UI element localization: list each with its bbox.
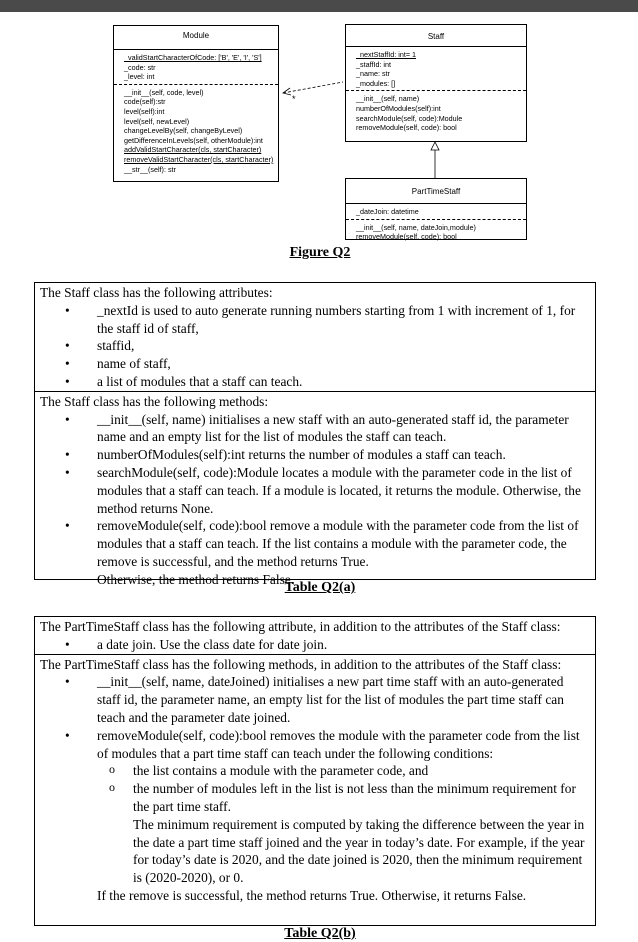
uml-method: addValidStartCharacter(cls, startCharacter)	[124, 145, 262, 155]
attributes-intro: The Staff class has the following attributes:	[40, 285, 273, 300]
attribute-list	[40, 302, 590, 391]
list-item: • staffid,	[40, 337, 590, 355]
uml-connectors	[0, 0, 638, 260]
attributes-intro: The PartTimeStaff class has the following attribute, in addition to the attributes of the Staff class:	[40, 619, 561, 634]
methods-intro: The Staff class has the following methods:	[40, 393, 269, 409]
uml-method: __init__(self, name)	[356, 94, 420, 104]
method-tail: Otherwise, the method returns False.	[97, 571, 295, 587]
table-q2b	[34, 616, 596, 926]
list-item: o the number of modules left in the list is not less than the minimum requirement for the part time staff.	[97, 780, 590, 816]
uml-method: searchModule(self, code):Module	[356, 113, 463, 123]
uml-method: removeModule(self, code): bool	[356, 232, 457, 242]
uml-method: level(self):int	[124, 106, 165, 116]
list-item	[40, 727, 590, 887]
list-item: • numberOfModules(self):int returns the number of modules a staff can teach.	[40, 446, 590, 464]
uml-attribute: _dateJoin: datetime	[356, 207, 419, 216]
multiplicity-label: *	[292, 94, 296, 104]
table-row	[35, 655, 595, 905]
uml-method: __init__(self, name, dateJoin,module)	[356, 222, 476, 232]
table-caption: Table Q2(b)	[284, 926, 356, 941]
methods-intro: The PartTimeStaff class has the following methods, in addition to the attributes of the Staff class:	[40, 656, 562, 672]
uml-method: numberOfModules(self):int	[356, 103, 441, 113]
uml-attribute: _validStartCharacterOfCode: ['B', 'E', 'I', 'S']	[124, 53, 262, 62]
inheritance-arrowhead	[431, 142, 439, 150]
method-remove-text: • removeModule(self, code):bool removes the module with the parameter code from the list of modules that a part time staff can teach under the following conditions:	[97, 727, 580, 761]
table-q2a	[34, 282, 596, 587]
uml-method: level(self, newLevel)	[124, 116, 190, 126]
list-item: • __init__(self, name) initialises a new staff with an auto-generated staff id, the parameter name and an empty list for the list of modules the staff can teach.	[40, 411, 590, 447]
uml-attribute: _level: int	[124, 72, 155, 82]
condition-list	[97, 762, 590, 815]
uml-attribute: _modules: []	[356, 78, 396, 88]
list-item: o the list contains a module with the parameter code, and	[97, 762, 590, 780]
table-caption: Table Q2(a)	[284, 580, 356, 595]
uml-attribute: _code: str	[124, 62, 156, 72]
list-item: • __init__(self, name, dateJoined) initialises a new part time staff with an auto-generated staff id, the parameter name, an empty list for the list of modules the part time staff can teach and the parameter date joined.	[40, 673, 590, 726]
attribute-list	[40, 636, 590, 654]
uml-class-name: Staff	[346, 25, 526, 47]
uml-class-name: Module	[114, 26, 278, 50]
uml-method: getDifferenceInLevels(self, otherModule):int	[124, 135, 263, 145]
list-item: • a date join. Use the class date for date join.	[40, 636, 590, 654]
uml-class-name: PartTimeStaff	[346, 179, 526, 204]
uml-method: __str__(self): str	[124, 164, 176, 174]
uml-method: __init__(self, code, level)	[124, 87, 204, 97]
table-row	[35, 392, 595, 589]
remove-tail: If the remove is successful, the method returns True. Otherwise, it returns False.	[97, 887, 527, 903]
uml-method: removeValidStartCharacter(cls, startCharacter)	[124, 154, 274, 164]
method-list	[40, 673, 590, 887]
dependency-line	[283, 82, 343, 93]
min-requirement-text: The minimum requirement is computed by taking the difference between the year in the date a part time staff joined and the year in today’s date. For example, if the year for today’s date is 2020, and the date joined is 2020, then the minimum requirement is (2020-2020), or 0.	[133, 816, 585, 886]
method-list	[40, 411, 590, 571]
list-item: • removeModule(self, code):bool remove a module with the parameter code from the list of modules that a staff can teach. If the list contains a module with the parameter code, the remove is successful, and the method returns True.	[40, 517, 590, 570]
uml-method: code(self):str	[124, 97, 166, 107]
table-row	[35, 617, 595, 655]
list-item: • searchModule(self, code):Module locates a module with the parameter code in the list of modules that a staff can teach. If a module is located, it returns the module. Otherwise, the method returns None.	[40, 464, 590, 517]
uml-attribute: _name: str	[356, 69, 390, 79]
list-item: • _nextId is used to auto generate running numbers starting from 1 with increment of 1, for the staff id of staff,	[40, 302, 590, 338]
uml-method: changeLevelBy(self, changeByLevel)	[124, 126, 243, 136]
table-row	[35, 283, 595, 392]
uml-attribute: _staffId: int	[356, 59, 392, 69]
figure-caption: Figure Q2	[289, 245, 351, 260]
uml-method: removeModule(self, code): bool	[356, 123, 457, 133]
uml-attribute: _nextStaffId: int= 1	[356, 50, 417, 59]
list-item: • a list of modules that a staff can teach.	[40, 373, 590, 391]
list-item: • name of staff,	[40, 355, 590, 373]
